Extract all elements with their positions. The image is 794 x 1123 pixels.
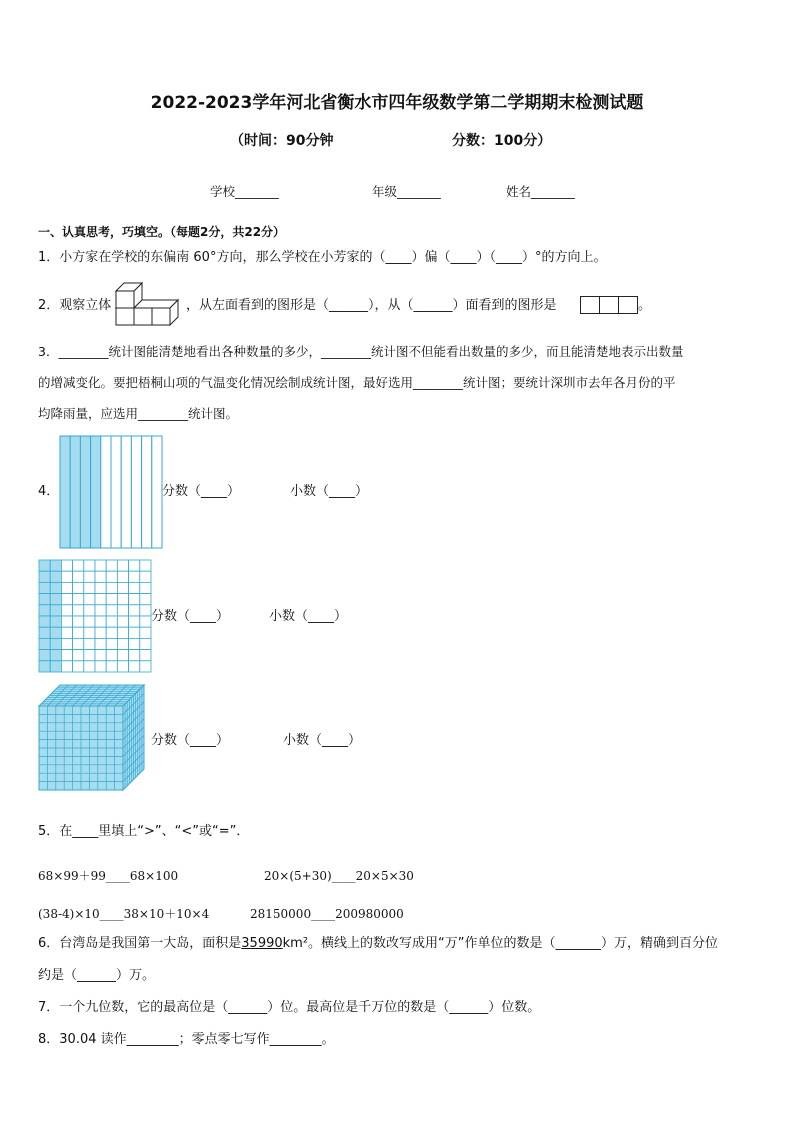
grid-cell [129,638,140,649]
compare-c: (38-4)×10____38×10＋10×4 [38,907,210,921]
grid-cell [50,616,61,627]
question-6-rest: km²。横线上的数改写成用“万”作单位的数是（_______）万，精确到百分位 [282,936,719,951]
grid-cell [73,661,84,672]
grid-cell [95,638,106,649]
fig3-fraction-blank: 分数（____） [151,733,230,748]
grid-cell [95,605,106,616]
school-field: 学校_______ [210,184,279,199]
question-1: 1．小方家在学校的东偏南 60°方向，那么学校在小芳家的（____）偏（____）（____）°的方向上。 [38,250,607,265]
grid-cell [61,605,72,616]
grid-cell [84,638,95,649]
three-square-view-figure [580,296,638,314]
cube-stack-figure [116,283,186,331]
grid-cell [106,605,117,616]
grid-cell [39,594,50,605]
grid-cell [84,627,95,638]
strips-figure [59,435,163,549]
compare-d: 28150000____200980000 [250,907,404,921]
section-heading: 一、认真思考，巧填空。（每题2分，共22分） [38,225,286,239]
grid-cell [39,650,50,661]
grid-cell [95,571,106,582]
fig3-decimal-blank: 小数（____） [283,733,362,748]
grid-cell [39,605,50,616]
grid-cell [73,594,84,605]
question-6-line2: 约是（______）万。 [38,968,156,983]
grid-cell [140,560,151,571]
name-field: 姓名_______ [506,184,575,199]
grid-cell [140,582,151,593]
grid-cell [117,616,128,627]
grid-cell [39,560,50,571]
grid-cell [140,627,151,638]
question-3-line1: 3．________统计图能清楚地看出各种数量的多少，________统计图不但能看出数量的多少，而且能清楚地表示出数量 [38,344,684,359]
grid-cell [117,661,128,672]
grid-cell [84,616,95,627]
grid-cell [50,627,61,638]
grid-cell [117,571,128,582]
grid-cell [129,616,140,627]
question-3-line3: 均降雨量，应选用________统计图。 [38,406,239,421]
grid-cell [106,560,117,571]
grid-cell [95,560,106,571]
grid-cell [117,627,128,638]
grid-cell [39,627,50,638]
area-number: 35990 [241,936,283,951]
question-3-line2: 的增减变化。要把梧桐山项的气温变化情况绘制成统计图，最好选用________统计图；要统计深圳市去年各月份的平 [38,375,676,390]
compare-b: 20×(5+30)____20×5×30 [264,869,414,883]
grid-cell [95,650,106,661]
grid-cell [129,560,140,571]
question-6-line1 [38,934,718,954]
question-7: 7．一个九位数，它的最高位是（______）位。最高位是千万位的数是（______）位数。 [38,1000,541,1015]
grid-cell [73,627,84,638]
grid-cell [50,571,61,582]
strip-cell [80,436,90,548]
grid-cell [61,616,72,627]
grid-cell [61,627,72,638]
grid-cell [39,571,50,582]
grid-cell [129,605,140,616]
grid-cell [140,638,151,649]
grid-cell [95,661,106,672]
grid-cell [117,638,128,649]
grid-cell [73,571,84,582]
grid-cell [106,650,117,661]
question-6-lead: 6．台湾岛是我国第一大岛，面积是 [38,936,242,951]
grid-cell [84,582,95,593]
grid-cell [106,638,117,649]
grid-cell [73,616,84,627]
strip-cell [70,436,80,548]
fig2-fraction-blank: 分数（____） [151,609,230,624]
fig1-decimal-blank: 小数（____） [290,484,369,499]
exam-score: 分数：100分） [452,133,552,149]
grid-cell [95,616,106,627]
grade-field: 年级_______ [372,184,441,199]
grid-cell [73,560,84,571]
grid-cell [39,582,50,593]
grid-cell [73,582,84,593]
grid-cell [50,560,61,571]
grid-cell [140,605,151,616]
hundred-grid-figure [38,559,152,673]
grid-cell [117,560,128,571]
grid-cell [73,650,84,661]
grid-cell [39,616,50,627]
grid-cell [61,661,72,672]
fig2-decimal-blank: 小数（____） [269,609,348,624]
compare-a: 68×99＋99____68×100 [38,869,179,883]
grid-cell [140,661,151,672]
grid-cell [50,650,61,661]
grid-cell [61,594,72,605]
grid-cell [84,650,95,661]
grid-cell [117,582,128,593]
grid-cell [39,638,50,649]
grid-cell [50,638,61,649]
strip-cell [60,436,70,548]
grid-cell [61,638,72,649]
grid-cell [50,605,61,616]
thousand-cube-figure [38,684,152,798]
strip-cell [152,436,162,548]
grid-cell [106,627,117,638]
grid-cell [84,661,95,672]
question-2-lead: 2．观察立体 [38,298,112,313]
grid-cell [117,594,128,605]
grid-cell [129,571,140,582]
grid-cell [106,616,117,627]
grid-cell [140,571,151,582]
grid-cell [129,661,140,672]
grid-cell [106,582,117,593]
grid-cell [84,560,95,571]
grid-cell [84,571,95,582]
grid-cell [140,650,151,661]
question-2-end: 。 [638,298,652,313]
grid-cell [106,661,117,672]
grid-cell [129,650,140,661]
grid-cell [106,594,117,605]
strip-cell [91,436,101,548]
grid-cell [117,605,128,616]
grid-cell [61,560,72,571]
strip-cell [121,436,131,548]
grid-cell [84,594,95,605]
grid-cell [50,661,61,672]
strip-cell [111,436,121,548]
grid-cell [95,582,106,593]
grid-cell [129,594,140,605]
question-8: 8．30.04 读作________；零点零七写作________。 [38,1032,335,1047]
grid-cell [95,594,106,605]
grid-cell [39,661,50,672]
question-2-text: ，从左面看到的图形是（______），从（______）面看到的图形是 [186,298,557,313]
grid-cell [140,616,151,627]
grid-cell [140,594,151,605]
grid-cell [50,582,61,593]
grid-cell [129,627,140,638]
grid-cell [117,650,128,661]
question-5-intro: 5．在____里填上“>”、“<”或“=”． [38,824,250,839]
fig1-fraction-blank: 分数（____） [162,484,241,499]
grid-cell [61,650,72,661]
page-title: 2022-2023学年河北省衡水市四年级数学第二学期期末检测试题 [150,93,644,113]
grid-cell [95,627,106,638]
strip-cell [142,436,152,548]
exam-time: （时间：90分钟 [230,133,334,149]
grid-cell [73,638,84,649]
grid-cell [84,605,95,616]
grid-cell [106,571,117,582]
grid-cell [61,571,72,582]
grid-cell [50,594,61,605]
grid-cell [61,582,72,593]
grid-cell [73,605,84,616]
strip-cell [131,436,141,548]
grid-cell [129,582,140,593]
question-4-number: 4． [38,484,60,499]
strip-cell [101,436,111,548]
